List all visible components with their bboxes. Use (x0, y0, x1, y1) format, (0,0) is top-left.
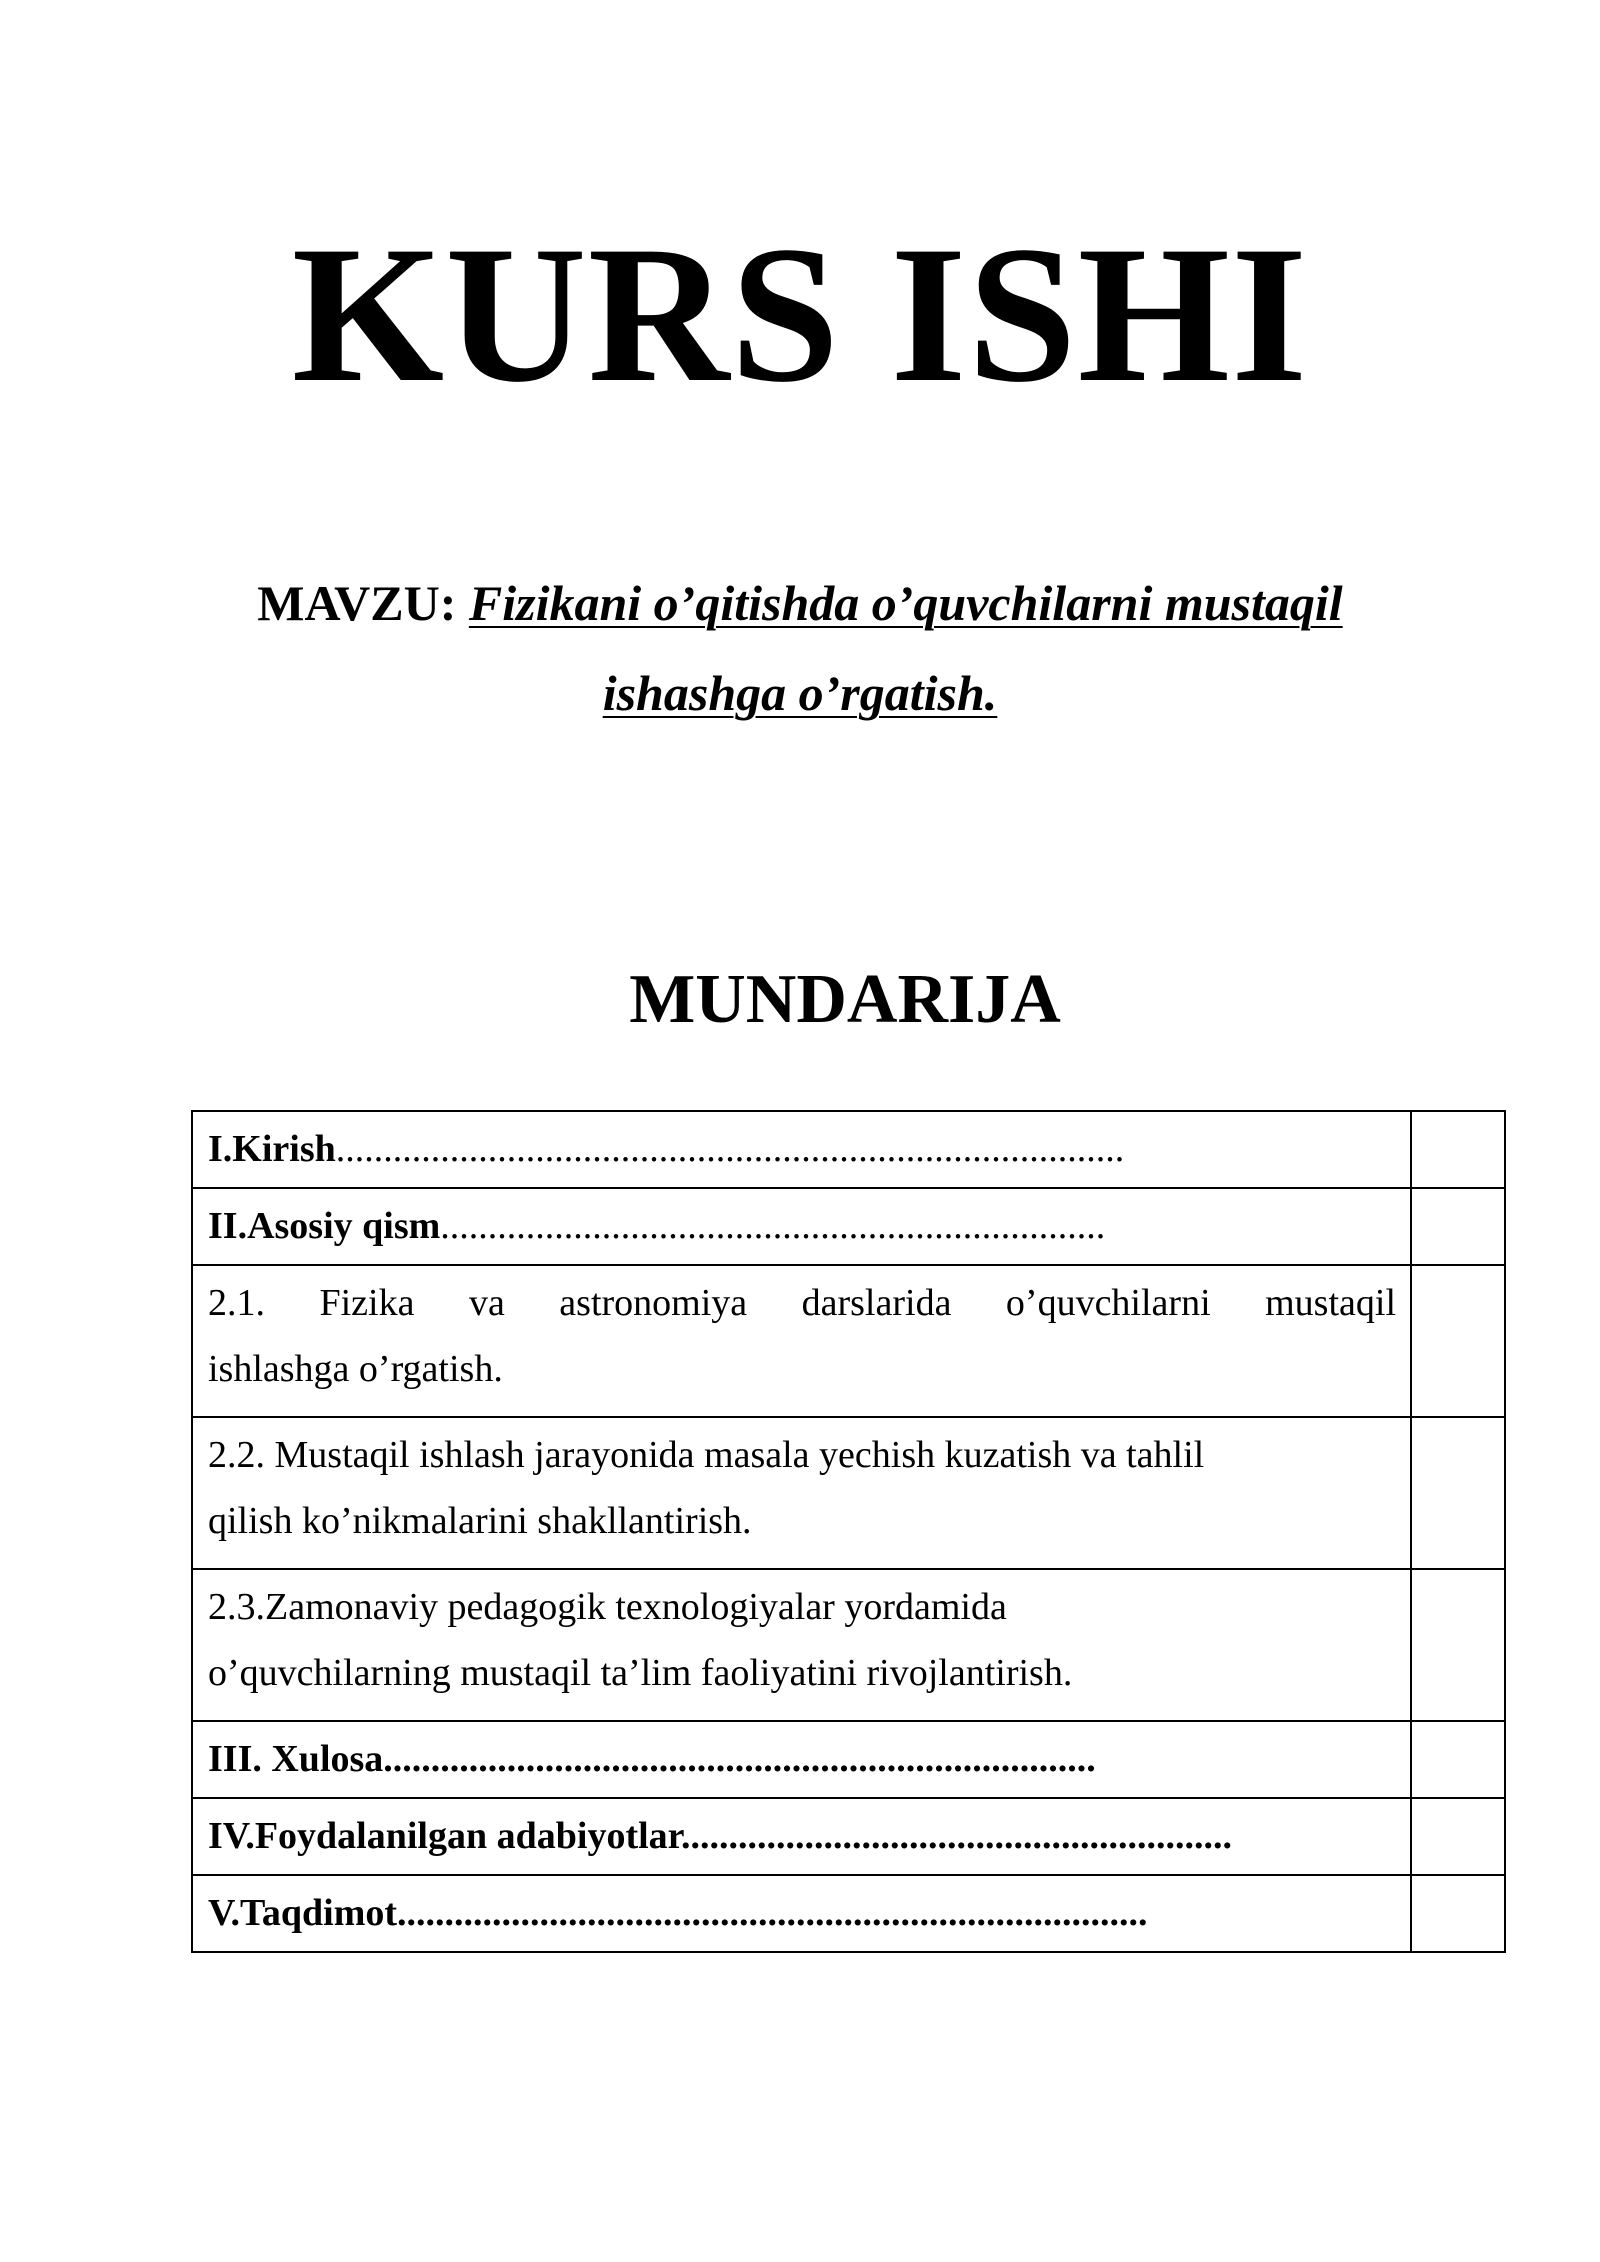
contents-entry-presentation-text (208, 1884, 1396, 1942)
contents-entry-intro-title: I.Kirish (208, 1128, 336, 1170)
contents-entry-conclusion-title: III. Xulosa (208, 1738, 384, 1780)
contents-entry-main-title: II.Asosiy qism (208, 1205, 441, 1247)
contents-row-intro (192, 1111, 1505, 1188)
contents-entry-references (192, 1798, 1411, 1875)
contents-entry-2-2-line-2: qilish ko’nikmalarini shakllantirish. (208, 1500, 752, 1542)
contents-entry-conclusion-text (208, 1730, 1396, 1788)
contents-page-cell-intro (1411, 1111, 1505, 1188)
contents-entry-intro-leader: ................................................................................... (335, 1128, 1125, 1170)
contents-entry-2-2-line-1: 2.2. Mustaqil ishlash jarayonida masala yechish kuzatish va tahlil (208, 1434, 1205, 1476)
contents-page-cell-main (1411, 1188, 1505, 1265)
contents-row-2-1 (192, 1265, 1505, 1417)
contents-heading: MUNDARIJA (629, 961, 1061, 1038)
topic-text-line-2: ishashga o’rgatish. (602, 665, 998, 721)
contents-entry-main (192, 1188, 1411, 1265)
contents-page-cell-presentation (1411, 1875, 1505, 1952)
contents-page-cell-2-3 (1411, 1569, 1505, 1721)
contents-entry-2-3 (192, 1569, 1411, 1721)
contents-page-cell-2-1 (1411, 1265, 1505, 1417)
contents-entry-2-3-line-2: o’quvchilarning mustaqil ta’lim faoliyatini rivojlantirish. (208, 1652, 1073, 1694)
contents-entry-presentation (192, 1875, 1411, 1952)
document-title: KURS ISHI (291, 206, 1309, 423)
contents-entry-2-1-line-2: ishlashga o’rgatish. (208, 1348, 503, 1390)
contents-row-2-3 (192, 1569, 1505, 1721)
contents-entry-presentation-leader: ............................................................................... (397, 1892, 1148, 1934)
contents-entry-references-leader: .......................................................... (681, 1815, 1233, 1857)
topic (0, 558, 1600, 738)
contents-entry-main-text (208, 1197, 1396, 1255)
contents-entry-intro-text (208, 1120, 1396, 1178)
contents-entry-2-2 (192, 1417, 1411, 1569)
contents-row-conclusion (192, 1721, 1505, 1798)
contents-row-presentation (192, 1875, 1505, 1952)
topic-label: MAVZU: (257, 575, 457, 631)
contents-entry-references-title: IV.Foydalanilgan adabiyotlar (208, 1815, 682, 1857)
contents-entry-2-3-line-1: 2.3.Zamonaviy pedagogik texnologiyalar yordamida (208, 1586, 1007, 1628)
contents-row-references (192, 1798, 1505, 1875)
contents-table (191, 1110, 1506, 1953)
contents-entry-2-1 (192, 1265, 1411, 1417)
topic-line-2 (0, 648, 1600, 738)
contents-entry-references-text (208, 1807, 1396, 1865)
contents-row-2-2 (192, 1417, 1505, 1569)
topic-text-line-1: Fizikani o’qitishda o’quvchilarni mustaqil (468, 575, 1343, 631)
contents-row-main (192, 1188, 1505, 1265)
contents-page-cell-2-2 (1411, 1417, 1505, 1569)
contents-entry-conclusion-leader: ........................................................................... (383, 1738, 1096, 1780)
contents-entry-presentation-title: V.Taqdimot (208, 1892, 398, 1934)
contents-page-cell-conclusion (1411, 1721, 1505, 1798)
topic-line-1 (0, 558, 1600, 648)
contents-page-cell-references (1411, 1798, 1505, 1875)
contents-entry-main-leader: ...................................................................... (440, 1205, 1106, 1247)
contents-entry-intro (192, 1111, 1411, 1188)
contents-entry-2-1-line-1: 2.1. Fizika va astronomiya darslarida o’quvchilarni mustaqil (208, 1282, 1396, 1324)
contents-entry-conclusion (192, 1721, 1411, 1798)
